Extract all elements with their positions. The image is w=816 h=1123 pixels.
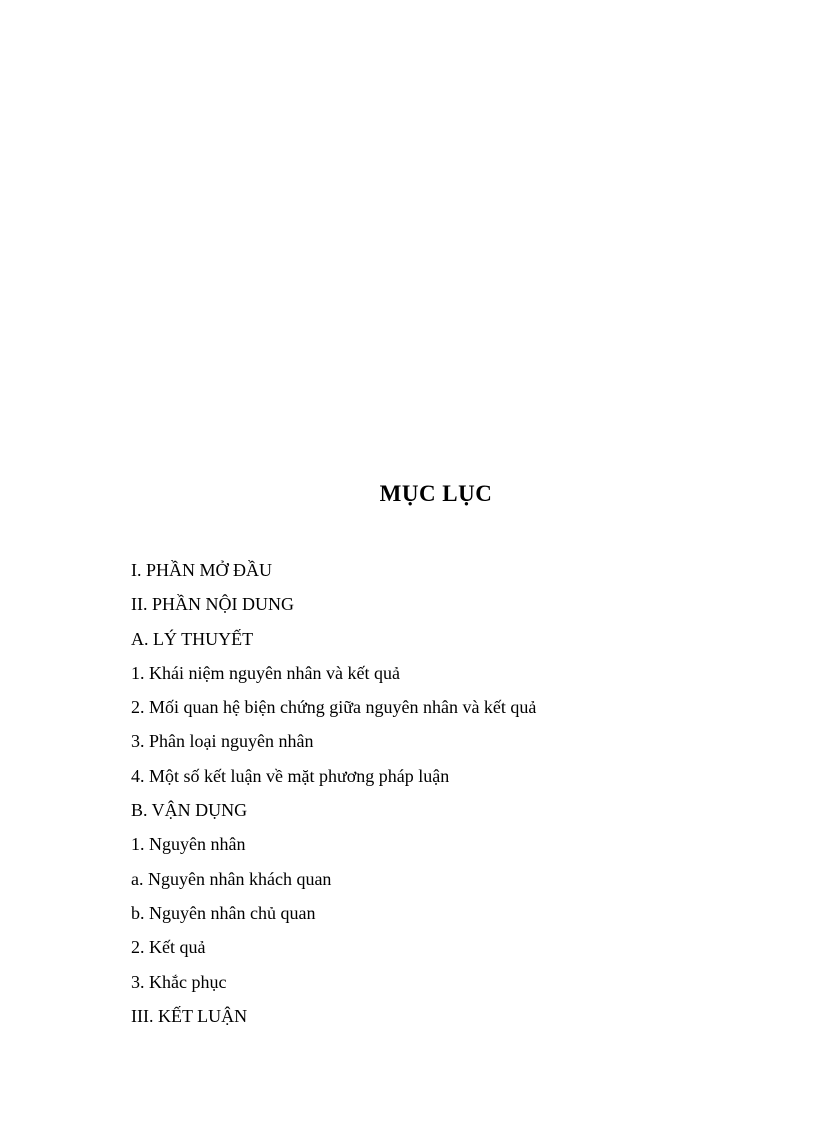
- toc-entry-nguyen-nhan: 1. Nguyên nhân: [131, 834, 246, 855]
- toc-entry-van-dung: B. VẬN DỤNG: [131, 800, 248, 821]
- toc-entry-ket-luan: III. KẾT LUẬN: [131, 1005, 248, 1026]
- toc-title: MỤC LỤC: [379, 481, 493, 506]
- toc-entry-phan-noi-dung: II. PHẦN NỘI DUNG: [131, 594, 294, 615]
- toc-entry-nguyen-nhan-khach-quan: a. Nguyên nhân khách quan: [131, 868, 332, 889]
- toc-entry-moi-quan-he: 2. Mối quan hệ biện chứng giữa nguyên nhân và kết quả: [131, 697, 537, 718]
- toc-entry-phan-loai: 3. Phân loại nguyên nhân: [131, 731, 314, 752]
- toc-entry-ket-luan-phuong-phap: 4. Một số kết luận về mặt phương pháp luận: [131, 765, 450, 786]
- toc-entry-khac-phuc: 3. Khắc phục: [131, 971, 227, 992]
- toc-entry-ket-qua: 2. Kết quả: [131, 937, 206, 958]
- toc-entry-ly-thuyet: A. LÝ THUYẾT: [131, 628, 254, 649]
- toc-entry-nguyen-nhan-chu-quan: b. Nguyên nhân chủ quan: [131, 902, 316, 923]
- toc-entry-phan-mo-dau: I. PHẦN MỞ ĐẦU: [131, 560, 273, 580]
- toc-entry-khai-niem: 1. Khái niệm nguyên nhân và kết quả: [131, 662, 400, 683]
- table-of-contents: [131, 557, 536, 1037]
